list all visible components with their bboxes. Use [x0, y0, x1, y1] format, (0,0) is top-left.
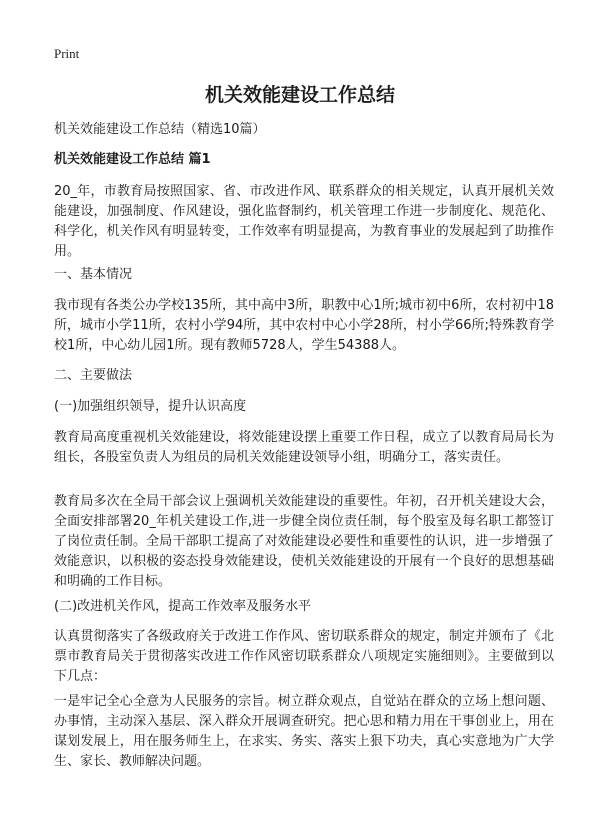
paragraph-basic-info: 我市现有各类公办学校135所，其中高中3所，职教中心1所;城市初中6所，农村初中18所，城市小学11所，农村小学94所，其中农村中心小学28所，村小学66所;特殊教育学校1所，中心幼儿园1所。现有教师5728人，学生54388人。 — [54, 298, 554, 353]
paragraph-sub2-1: 认真贯彻落实了各级政府关于改进工作作风、密切联系群众的规定，制定并颁布了《北票市教育局关于贯彻落实改进工作作风密切联系群众八项规定实施细则》。主要做到以下几点： — [54, 629, 554, 684]
section-title: 机关效能建设工作总结 篇1 — [54, 152, 211, 167]
paragraph-sub1-1: 教育局高度重视机关效能建设，将效能建设摆上重要工作日程，成立了以教育局局长为组长，各股室负责人为组员的局机关效能建设领导小组，明确分工，落实责任。 — [54, 430, 554, 465]
paragraph-intro: 20_年，市教育局按照国家、省、市改进作风、联系群众的相关规定，认真开展机关效能建设，加强制度、作风建设，强化监督制约，机关管理工作进一步制度化、规范化、科学化，机关作风有明显转变，工作效率有明显提高，为教育事业的发展起到了助推作用。 — [54, 184, 554, 259]
heading-sub2: (二)改进机关作风，提高工作效率及服务水平 — [54, 599, 312, 614]
page-title: 机关效能建设工作总结 — [204, 84, 395, 106]
paragraph-sub1-2: 教育局多次在全局干部会议上强调机关效能建设的重要性。年初，召开机关建设大会，全面安排部署20_年机关建设工作,进一步健全岗位责任制，每个股室及每名职工都签订了岗位责任制。全局干部职工提高了对效能建设必要性和重要性的认识，进一步增强了效能意识，以积极的姿态投身效能建设，使机关效能建设的开展有一个良好的思想基础和明确的工作目标。 — [54, 494, 554, 589]
print-link[interactable]: Print — [54, 46, 80, 61]
paragraph-sub2-2: 一是牢记全心全意为人民服务的宗旨。树立群众观点，自觉站在群众的立场上想问题、办事情，主动深入基层、深入群众开展调查研究。把心思和精力用在干事创业上，用在谋划发展上，用在服务师生上，在求实、务实、落实上狠下功夫，真心实意地为广大学生、家长、教师解决问题。 — [54, 694, 554, 769]
heading-sub1: (一)加强组织领导，提升认识高度 — [54, 399, 247, 414]
document-subtitle: 机关效能建设工作总结（精选10篇） — [54, 122, 266, 137]
heading-methods: 二、主要做法 — [54, 368, 133, 383]
heading-basic-info: 一、基本情况 — [54, 267, 133, 282]
